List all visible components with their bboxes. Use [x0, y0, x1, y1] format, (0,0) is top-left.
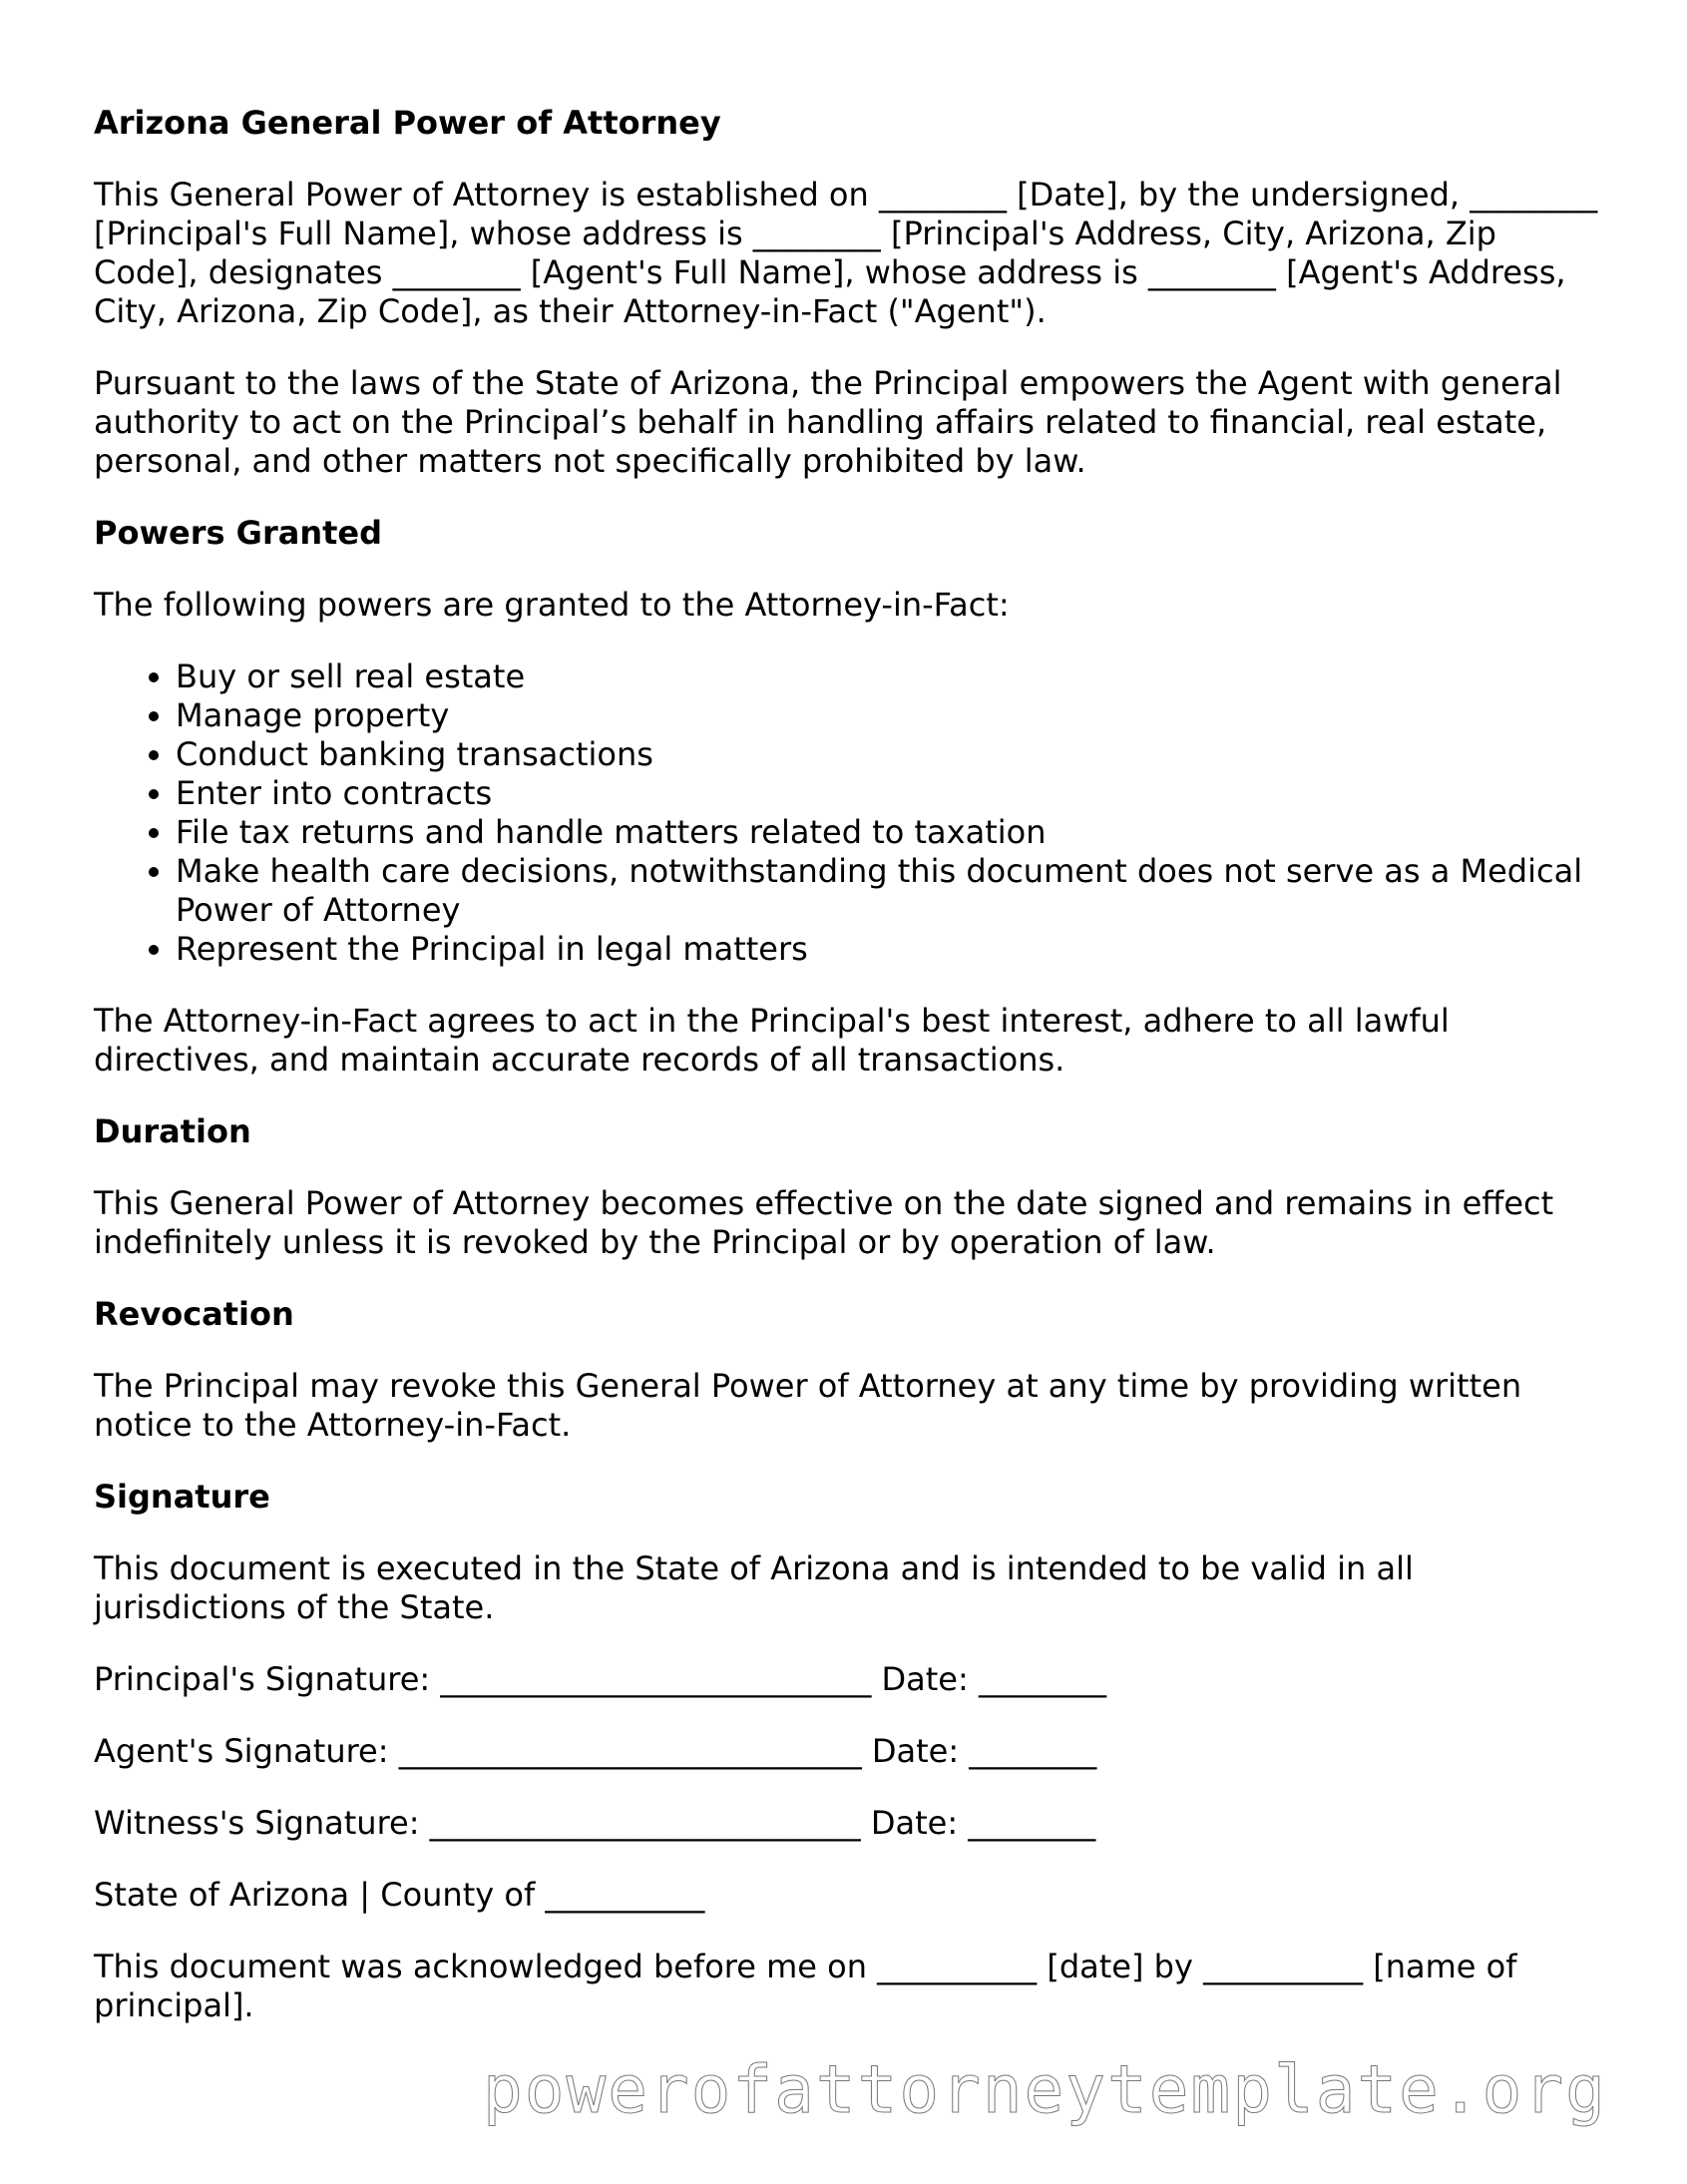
acknowledgment-text: This document was acknowledged before me on __________ [date] by __________ [name of principal].: [94, 1948, 1517, 2024]
revocation-text: The Principal may revoke this General Power of Attorney at any time by providing written notice to the Attorney-in-Fact.: [94, 1367, 1522, 1444]
watermark-text: powerofattorneytemplate.org: [483, 2051, 1607, 2128]
duration-text: This General Power of Attorney becomes effective on the date signed and remains in effect indefinitely unless it is revoked by the Principal or by operation of law.: [94, 1184, 1554, 1261]
intro-paragraph: This General Power of Attorney is established on ________ [Date], by the undersigned, ________ [Principal's Full Name], whose address is ________ [Principal's Address, City, Arizona, Zip Code], designates ________ [Agent's Full Name], whose address is ________ [Agent's Address, City, Arizona, Zip Code], as their Attorney-in-Fact ("Agent").: [94, 176, 1598, 330]
power-item: • Represent the Principal in legal matters: [176, 930, 1600, 969]
county-line: State of Arizona | County of __________: [94, 1876, 705, 1914]
document-title: Arizona General Power of Attorney: [94, 104, 721, 142]
power-item: • Manage property: [176, 696, 1600, 735]
signature-text: This document is executed in the State of Arizona and is intended to be valid in all jurisdictions of the State.: [94, 1549, 1414, 1626]
powers-list: [94, 657, 1600, 969]
power-item: • Enter into contracts: [176, 774, 1600, 813]
authority-paragraph: Pursuant to the laws of the State of Arizona, the Principal empowers the Agent with general authority to act on the Principal’s behalf in handling affairs related to financial, real estate, personal, and other matters not specifically prohibited by law.: [94, 364, 1562, 480]
power-item: • Buy or sell real estate: [176, 657, 1600, 696]
powers-heading: Powers Granted: [94, 514, 382, 552]
power-item: • Make health care decisions, notwithstanding this document does not serve as a Medical Power of Attorney: [176, 852, 1600, 930]
revocation-heading: Revocation: [94, 1295, 294, 1333]
powers-closing: The Attorney-in-Fact agrees to act in the Principal's best interest, adhere to all lawful directives, and maintain accurate records of all transactions.: [94, 1002, 1450, 1079]
duration-heading: Duration: [94, 1112, 251, 1150]
power-item: • Conduct banking transactions: [176, 735, 1600, 774]
document-page: [94, 104, 1600, 2058]
powers-lead: The following powers are granted to the Attorney-in-Fact:: [94, 586, 1010, 624]
signature-heading: Signature: [94, 1478, 270, 1516]
power-item: • File tax returns and handle matters related to taxation: [176, 813, 1600, 852]
agent-signature-line: Agent's Signature: _____________________________ Date: ________: [94, 1732, 1097, 1770]
principal-signature-line: Principal's Signature: ___________________________ Date: ________: [94, 1660, 1106, 1698]
witness-signature-line: Witness's Signature: ___________________________ Date: ________: [94, 1804, 1096, 1842]
